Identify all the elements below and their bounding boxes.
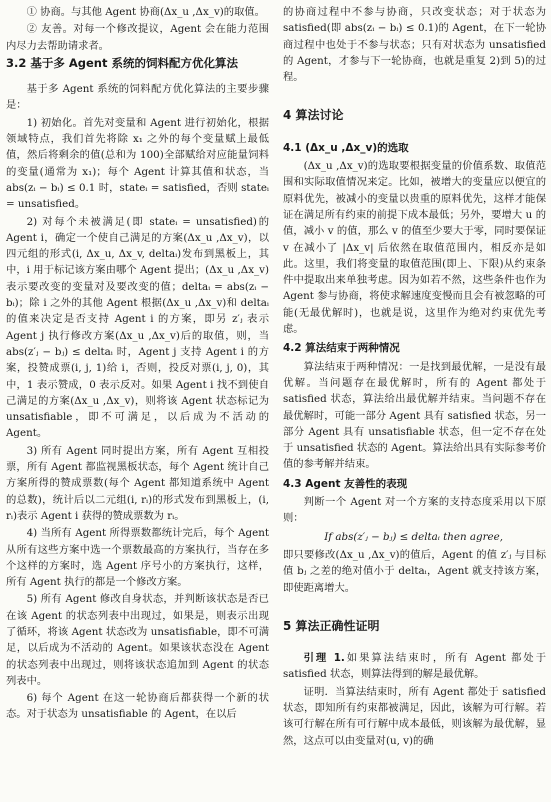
section-heading-3-2: 3.2 基于多 Agent 系统的饲料配方优化算法 [6,55,238,70]
subsection-4-3-intro: 判断一个 Agent 对一个方案的支持态度采用以下原则： [283,496,546,525]
section-heading-5: 5 算法正确性证明 [283,618,380,633]
subsection-4-2-text: 算法结束于两种情况：一是找到最优解，一是没有最优解。当问题存在最优解时，所有的 Agent 都处于 satisfied 状态，算法给出最优解并结束。当问题不存在最优解时，可能一部分 Agent 具有 satisfied 状态，另一部分 Agent 具有 unsatisfiable 状态，但一定不存在处于 unsatisfied 状态的 Agent。算法给出具有实际参考价值的参考解并结束。 [283,360,546,471]
step-4: 4) 当所有 Agent 所得票数都统计完后，每个 Agent 从所有这些方案中选一个票数最高的方案执行，当存在多个这样的方案时，选 Agent 序号小的方案执行，这样，所有 Agent 执行的都是一个修改方案。 [6,527,269,589]
agree-rule: If abs(z′ⱼ − bⱼ) ≤ deltaᵢ then agree, [324,530,504,543]
step-5: 5) 所有 Agent 修改自身状态，并判断该状态是否已在该 Agent 的状态列表中出现过，如果是，则表示出现了循环，将该 Agent 状态改为 unsatisfiable，即不可满足，以后成为不活动的 Agent。如果该状态没在 Agent 的状态列表中出现过，则将该状态追加到 Agent 的状态列表中。 [6,593,269,687]
proof-text: 证明．当算法结束时，所有 Agent 都处于 satisfied 状态，即知所有约束都被满足，因此，该解为可行解。若该可行解在所有可行解中成本最低，则该解为最优解，显然，这点可以由变量对(u, v)的确 [283,685,546,747]
subsection-heading-4-2: 4.2 算法结束于两种情况 [283,342,400,355]
section-heading-4: 4 算法讨论 [283,108,344,123]
step-6: 6) 每个 Agent 在这一轮协商后都获得一个新的状态。对于状态为 unsatisfiable 的 Agent，在以后 [6,692,269,721]
algorithm-lead: 基于多 Agent 系统的饲料配方优化算法的主要步骤是： [6,83,269,112]
intro-point-negotiate: ① 协商。与其他 Agent 协商(Δx_u ,Δx_v)的取值。 [26,6,265,18]
step-6-continuation: 的协商过程中不参与协商，只改变状态；对于状态为 satisfied(即 abs(zᵢ − bᵢ) ≤ 0.1)的 Agent，在下一轮协商过程中也处于不参与状态；只有对状态为 unsatisfied 的 Agent，才参与下一轮协商，也就是重复 2)到 5)的过程。 [283,6,546,84]
intro-point-friendly: ② 友善。对每一个修改提议，Agent 会在能力范围内尽力去帮助请求者。 [6,23,269,52]
left-column [6,4,269,724]
step-2: 2) 对每个未被满足(即 stateᵢ = unsatisfied)的 Agent i，确定一个使自己满足的方案(Δx_u ,Δx_v)，以四元组的形式(i, Δx_u, Δx_v, deltaᵢ)发布到黑板上，其中，i 用于标记该方案由哪个 Agent 提出；(Δx_u ,Δx_v)表示要改变的变量对及要改变的值；deltaᵢ = abs(zᵢ − bᵢ)；除 i 之外的其他 Agent 根据(Δx_u ,Δx_v)和 deltaᵢ 的值来决定是否支持 Agent i 的方案，即另 z′ⱼ 表示 Agent j 执行修改方案(Δx_u ,Δx_v)后的取值，则，当 abs(z′ⱼ − bⱼ) ≤ deltaᵢ 时，Agent j 支持 Agent i 的方案，投赞成票(i, j, 1)给 i，否则，投反对票(i, j, 0)，其中，1 表示赞成，0 表示反对。如果 Agent i 找不到使自己满足的方案(Δx_u ,Δx_v)，则将该 Agent 状态标记为 unsatisfiable，即不可满足，以后成为不活动的 Agent。 [6,215,269,440]
subsection-heading-4-1: 4.1 (Δx_u ,Δx_v)的选取 [283,141,409,154]
subsection-heading-4-3: 4.3 Agent 友善性的表现 [283,477,408,490]
lemma-1 [283,650,546,683]
step-1: 1) 初始化。首先对变量和 Agent 进行初始化，根据领域特点，我们首先将除 x₁ 之外的每个变量赋上最低值，然后将剩余的值(总和为 100)全部赋给对应能量饲料的变量(通常为 x₁)；每个 Agent 计算其值和状态，当 abs(zᵢ − bᵢ) ≤ 0.1 时，stateᵢ = satisfied，否则 stateᵢ = unsatisfied。 [6,116,269,211]
lemma-title: 引理 1. [303,652,345,665]
right-column [283,4,546,750]
subsection-4-3-text: 即只要修改(Δx_u ,Δx_v)的值后，Agent 的值 z′ⱼ 与目标值 bⱼ 之差的绝对值小于 deltaᵢ，Agent 就支持该方案，即使距离增大。 [283,548,546,594]
subsection-4-1-text: (Δx_u ,Δx_v)的选取要根据变量的价值系数、取值范围和实际取值情况来定。比如，被增大的变量应以便宜的原料优先，被减小的变量以贵重的原料优先，这样才能保证在满足所有约束的前提下成本最低；另外，要增大 u 的值，减小 v 的值，那么 v 的值至少要大于零，同时要保证 v 在减小了 |Δx_v| 后依然在取值范围内，相反亦是如此。这里，我们将变量的取值范围(即上、下限)从约束条件中提取出来单独考虑。因为如若不然，这些条件也作为 Agent 参与协商，将使求解速度变慢而且会有被忽略的可能(无最优解时)，也就是说，这里作为绝对约束优先考虑。 [283,160,546,336]
lemma-text: 如果算法结束时，所有 Agent 都处于 satisfied 状态，则算法得到的解是最优解。 [283,652,546,681]
step-3: 3) 所有 Agent 同时提出方案，所有 Agent 互相投票，所有 Agent 都监视黑板状态，每个 Agent 统计自己方案所得的赞成票数(每个 Agent 都知道系统中 Agent 的总数)，统计后以二元组(i, rᵢ)的形式发布到黑板上，(i, rᵢ)表示 Agent i 获得的赞成票数为 rᵢ。 [6,444,269,522]
